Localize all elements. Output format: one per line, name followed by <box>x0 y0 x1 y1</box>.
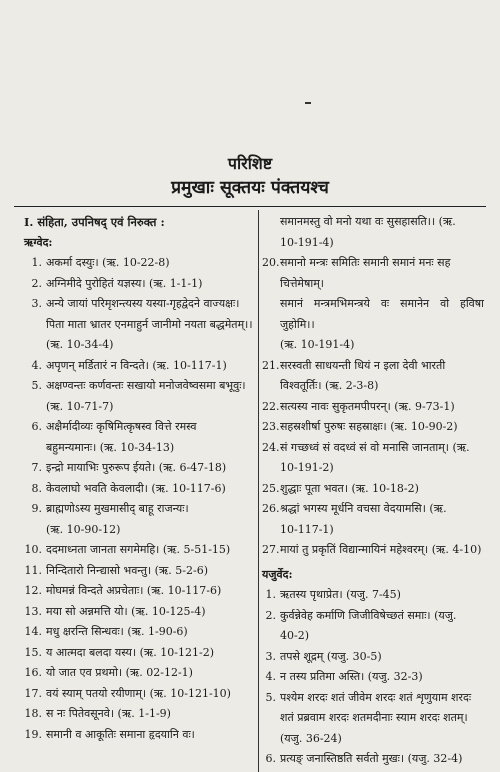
list-item <box>262 585 484 606</box>
list-item <box>262 749 484 770</box>
list-item <box>24 274 254 295</box>
list-item <box>262 499 484 520</box>
right-column <box>262 212 484 770</box>
list-item <box>262 417 484 438</box>
item-number: 14. <box>24 625 42 638</box>
list-item <box>24 581 254 602</box>
continuation-line: समानमस्तु वो मनो यथा वः सुसहासति।। (ऋ. <box>280 215 456 228</box>
list-item <box>24 684 254 705</box>
list-item <box>24 376 254 397</box>
item-continuation: बहुमन्यमानः। (ऋ. 10-34-13) <box>46 440 175 454</box>
left-column <box>24 212 254 745</box>
item-text: समानी व आकूतिः समाना हृदयानि वः। <box>46 727 195 741</box>
item-number: 19. <box>24 727 42 741</box>
item-text: सत्यस्य नावः सुकृतमपीपरन्। (ऋ. 9-73-1) <box>280 399 455 413</box>
item-text: ददमाध्नता जानता सगमेमहि। (ऋ. 5-51-15) <box>46 543 231 556</box>
header-rule <box>14 206 486 207</box>
list-item <box>24 458 254 479</box>
item-text: य आत्मदा बलदा यस्य। (ऋ. 10-121-2) <box>46 645 214 659</box>
item-continuation: चित्तेमेषाम्। <box>280 276 324 290</box>
list-item <box>24 704 254 725</box>
item-number: 22. <box>262 399 280 413</box>
item-number: 6. <box>31 420 42 433</box>
item-text: ब्राह्मणोऽस्य मुखमासीद् बाहू राजन्यः। <box>46 502 189 515</box>
page-mark <box>305 102 311 104</box>
item-number: 1. <box>31 256 42 269</box>
list-item <box>24 725 254 746</box>
list-item <box>24 622 254 643</box>
item-text: सरस्वती साधयन्ती धियं न इला देवी भारती <box>280 358 446 372</box>
list-item <box>262 647 484 668</box>
item-text: श्रद्धां भगस्य मूर्धनि वचसा वेदयामसि। (ऋ. <box>280 502 447 515</box>
item-text: अन्ये जायां परिमृशन्त्यस्य यस्या-गृहद्वेदने वाज्यक्षः। <box>46 297 240 310</box>
item-text: कुर्वन्नेवेह कर्माणि जिजीविषेच्छतं समाः। (यजु. <box>280 608 457 622</box>
item-continuation: पिता माता भ्रातर एनमाहुर्न जानीमो नयता बद्धमेतम्।। <box>46 317 253 331</box>
list-item <box>262 397 484 418</box>
item-continuation: समानं मन्त्रमभिमन्त्रये वः समानेन वो हविषा जुहोमि।। <box>280 297 484 331</box>
item-number: 26. <box>262 502 280 515</box>
item-text: अक्षण्वन्तः कर्णवन्तः सखायो मनोजवेष्वसमा बभूवुः। <box>46 379 246 392</box>
list-item <box>262 438 484 459</box>
item-text: मधु क्षरन्ति सिन्धवः। (ऋ. 1-90-6) <box>46 625 188 638</box>
item-text: यो जात एव प्रथमो। (ऋ. 02-12-1) <box>46 666 193 679</box>
item-number: 7. <box>31 461 42 474</box>
item-number: 8. <box>31 481 42 495</box>
list-item <box>24 294 254 315</box>
item-number: 6. <box>265 752 276 765</box>
continuation-line: 10-191-4) <box>280 235 334 249</box>
item-continuation: (यजु. 36-24) <box>280 731 342 745</box>
item-text: ऋतस्य पृथाप्रेत। (यजु. 7-45) <box>280 588 401 601</box>
item-continuation: 40-2) <box>280 629 310 642</box>
item-number: 10. <box>24 543 42 556</box>
item-number: 4. <box>31 358 42 372</box>
item-text: इन्द्रो मायाभिः पुरुरूप ईयते। (ऋ. 6-47-18) <box>46 461 227 474</box>
yajurveda-list <box>262 585 484 770</box>
list-item <box>262 667 484 688</box>
item-number: 2. <box>265 608 276 622</box>
appendix-subtitle: प्रमुखाः सूक्तयः पंक्तयश्च <box>171 178 329 198</box>
item-number: 16. <box>24 666 42 679</box>
item-continuation: शतं प्रब्रवाम शरदः शतमदीनाः स्याम शरदः शतम्। <box>280 711 468 724</box>
rigveda-list <box>24 253 254 745</box>
item-number: 3. <box>31 297 42 310</box>
item-number: 25. <box>262 481 280 495</box>
item-text: निन्दितारो निन्द्यासो भवन्तु। (ऋ. 5-2-6) <box>46 563 209 577</box>
item-continuation: विश्वतूर्तिः। (ऋ. 2-3-8) <box>280 379 379 392</box>
rigveda-heading: ऋग्वेद: <box>24 235 53 249</box>
item-number: 17. <box>24 686 42 700</box>
item-number: 4. <box>265 670 276 683</box>
item-text: अक्षैर्मादीव्यः कृषिमित्कृषस्व वित्ते रमस्व <box>46 420 197 433</box>
item-number: 9. <box>31 502 42 515</box>
item-text: मायां तु प्रकृतिं विद्यान्मायिनं महेश्वरम्। (ऋ. 4-10) <box>280 543 482 556</box>
item-text: प्रत्यङ् जनास्तिष्ठति सर्वतो मुखः। (यजु. 32-4) <box>280 752 463 765</box>
item-text: मया सो अन्नमत्ति यो। (ऋ. 10-125-4) <box>46 604 206 618</box>
item-number: 23. <box>262 420 280 433</box>
item-text: केवलाघो भवति केवलादी। (ऋ. 10-117-6) <box>46 481 226 495</box>
list-item <box>262 253 484 274</box>
list-item <box>24 479 254 500</box>
item-number: 12. <box>24 584 42 597</box>
item-number: 27. <box>262 543 280 556</box>
item-number: 5. <box>265 690 276 704</box>
item-continuation: 10-191-2) <box>280 461 334 474</box>
item-text: सहस्रशीर्षा पुरुषः सहस्राक्षः। (ऋ. 10-90-2) <box>280 420 458 433</box>
item-number: 2. <box>31 276 42 290</box>
item-continuation: (ऋ. 10-191-4) <box>280 338 355 351</box>
list-item <box>24 356 254 377</box>
item-number: 20. <box>262 256 280 269</box>
item-number: 18. <box>24 707 42 720</box>
item-number: 13. <box>24 604 42 618</box>
item-number: 3. <box>265 649 276 663</box>
appendix-title: परिशिष्ट <box>227 154 273 173</box>
item-number: 5. <box>31 379 42 392</box>
yajurveda-heading: यजुर्वेद: <box>262 567 293 581</box>
item-text: अग्निमीदे पुरोहितं यज्ञस्य। (ऋ. 1-1-1) <box>46 276 203 290</box>
column-divider <box>258 210 259 772</box>
item-number: 24. <box>262 440 280 454</box>
item-continuation: (ऋ. 10-71-7) <box>46 399 114 413</box>
list-item <box>24 643 254 664</box>
list-item <box>262 540 484 561</box>
rigveda-list-continued <box>262 253 484 561</box>
item-text: स नः पितेवसूनवे। (ऋ. 1-1-9) <box>46 707 171 720</box>
item-text: अकर्मा दस्युः। (ऋ. 10-22-8) <box>46 256 170 269</box>
item-text: अपृणन् मर्डितारं न विन्दते। (ऋ. 10-117-1) <box>46 358 227 372</box>
list-item <box>24 499 254 520</box>
item-text: पश्येम शरदः शतं जीवेम शरदः शतं शृणुयाम शरदः <box>280 690 472 704</box>
list-item <box>24 253 254 274</box>
item-text: मोघमन्नं विन्दते अप्रचेताः। (ऋ. 10-117-6) <box>46 584 222 597</box>
item-number: 1. <box>265 588 276 601</box>
item-text: समानो मन्त्रः समितिः समानी समानं मनः सह <box>280 256 451 269</box>
list-item <box>262 479 484 500</box>
list-item <box>262 606 484 627</box>
item-text: सं गच्छध्वं सं वदध्वं सं वो मनासि जानताम्। (ऋ. <box>280 440 470 454</box>
item-number: 15. <box>24 645 42 659</box>
list-item <box>24 602 254 623</box>
item-number: 21. <box>262 358 280 372</box>
item-text: शुद्धाः पूता भवत। (ऋ. 10-18-2) <box>280 481 419 495</box>
list-item <box>262 688 484 709</box>
list-item <box>24 417 254 438</box>
item-text: वयं स्याम् पतयो रयीणाम्। (ऋ. 10-121-10) <box>46 686 231 700</box>
item-continuation: 10-117-1) <box>280 522 334 536</box>
list-item <box>24 540 254 561</box>
item-number: 11. <box>24 563 42 577</box>
list-item <box>24 663 254 684</box>
item-text: तपसे शूद्रम् (यजु. 30-5) <box>280 649 382 663</box>
list-item <box>24 561 254 582</box>
item-continuation: (ऋ. 10-90-12) <box>46 522 121 536</box>
item-continuation: (ऋ. 10-34-4) <box>46 338 114 351</box>
list-item <box>262 356 484 377</box>
section-heading: I. संहिता, उपनिषद् एवं निरुक्त : <box>24 215 165 229</box>
item-text: न तस्य प्रतिमा अस्ति। (यजु. 32-3) <box>280 670 423 683</box>
